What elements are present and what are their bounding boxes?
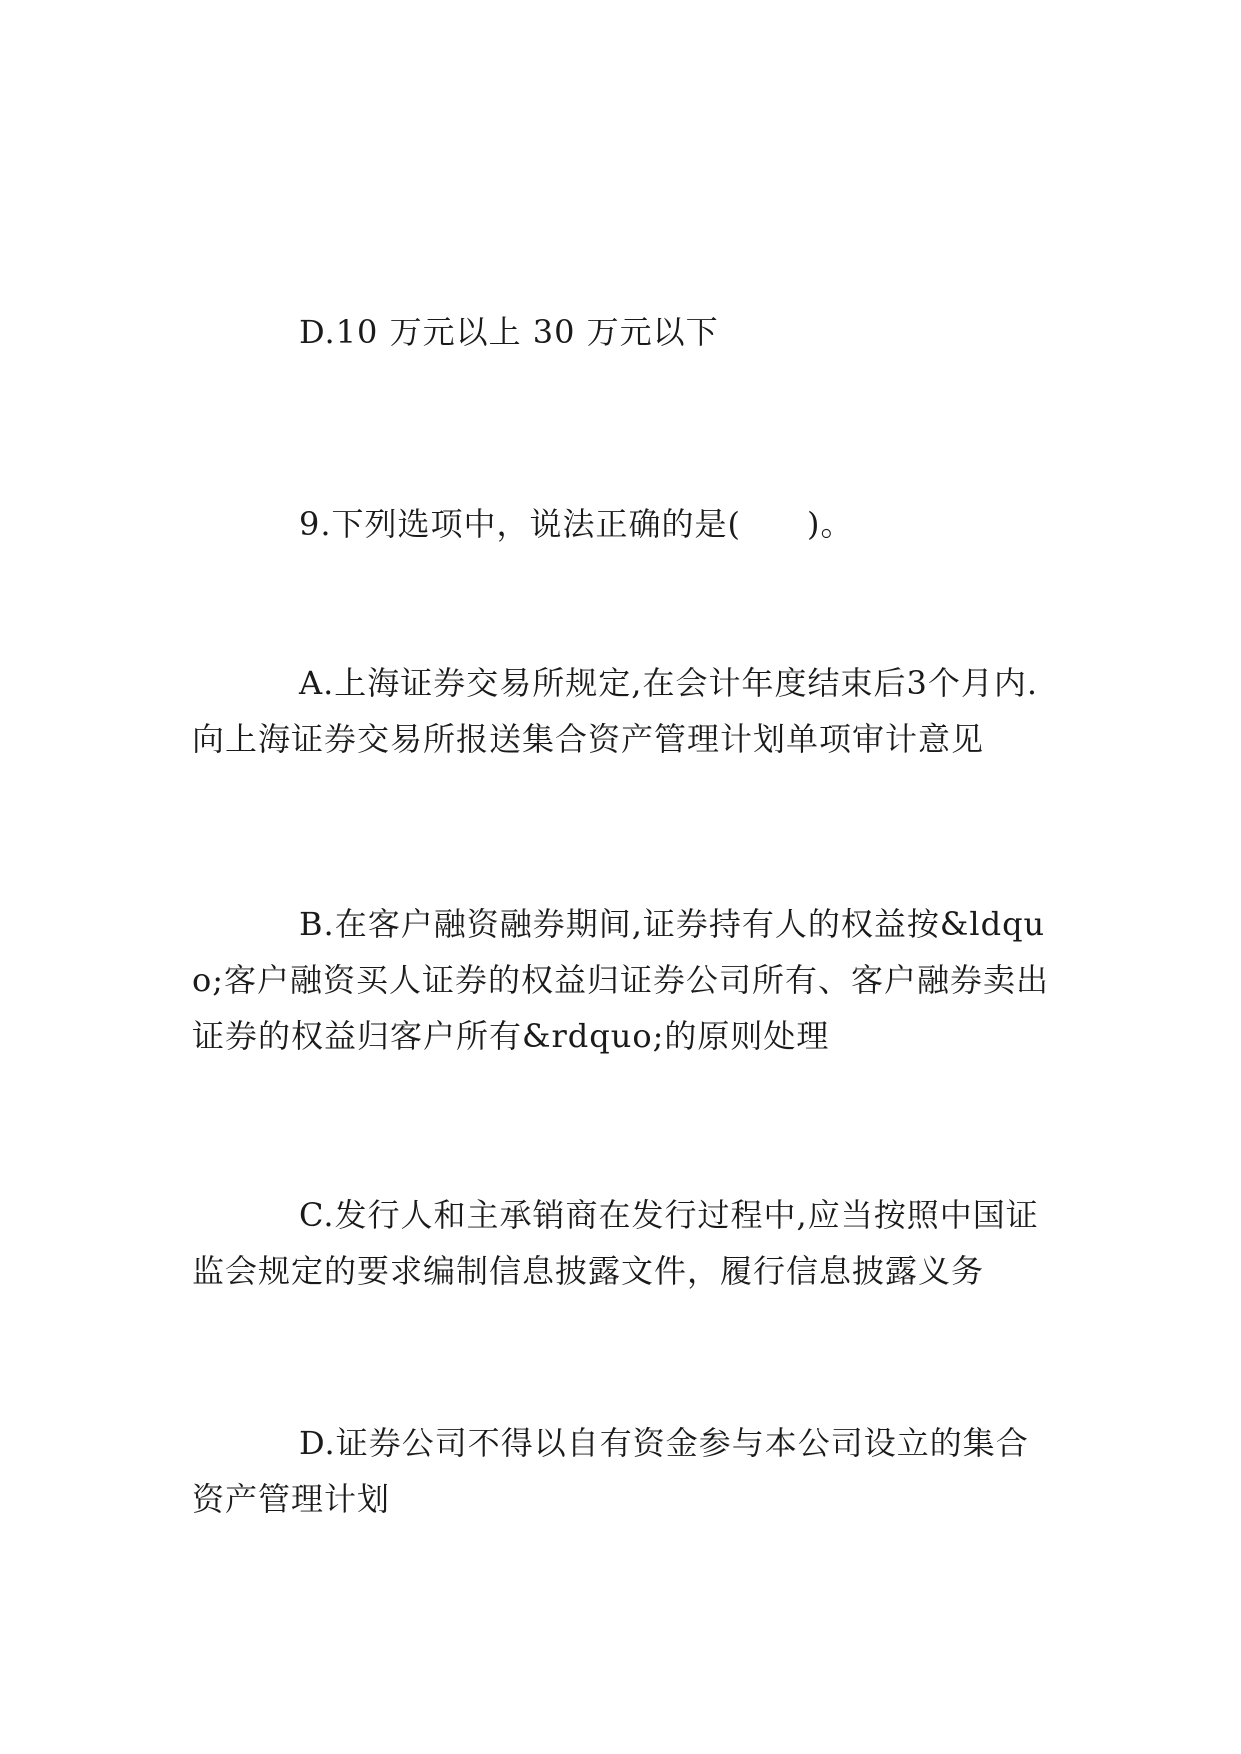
question-9-stem: 9.下列选项中，说法正确的是( )。 — [299, 505, 854, 543]
question-9-option-d: D.证券公司不得以自有资金参与本公司设立的集合资产管理计划 — [192, 1424, 1029, 1518]
question-9-option-a: A.上海证券交易所规定,在会计年度结束后3个月内.向上海证券交易所报送集合资产管理计划单项审计意见 — [192, 664, 1038, 758]
question-9-option-b: B.在客户融资融券期间,证券持有人的权益按&ldquo;客户融资买人证券的权益归证券公司所有、客户融券卖出证券的权益归客户所有&rdquo;的原则处理 — [192, 905, 1050, 1055]
question-9-option-c: C.发行人和主承销商在发行过程中,应当按照中国证监会规定的要求编制信息披露文件，履行信息披露义务 — [192, 1196, 1039, 1290]
previous-question-option-d: D.10 万元以上 30 万元以下 — [299, 313, 719, 351]
